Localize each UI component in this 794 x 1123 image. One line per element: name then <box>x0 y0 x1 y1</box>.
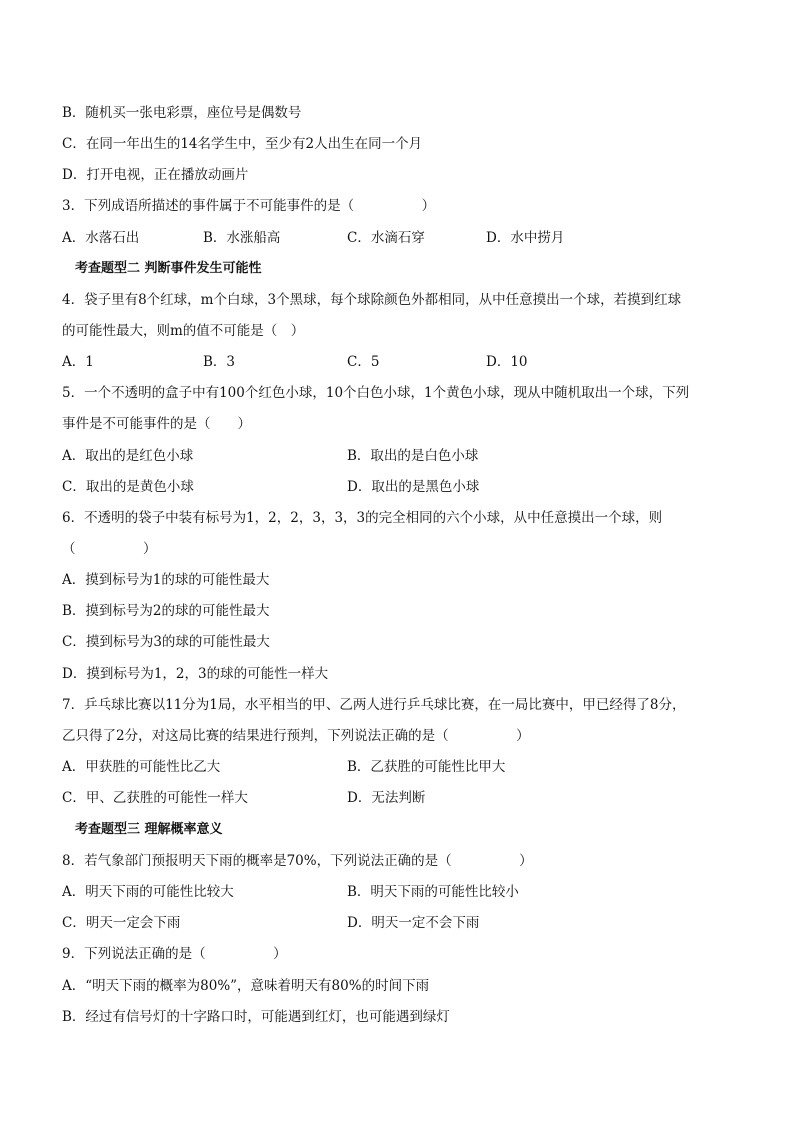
q6-option-a: A．摸到标号为1的球的可能性最大 <box>62 572 270 588</box>
q5-stem-line1: 5．一个不透明的盒子中有100个红色小球，10个白色小球，1个黄色小球，现从中随机取出一个球，下列 <box>62 385 690 401</box>
q4-option-a: A．1 <box>62 354 94 370</box>
q7-option-a: A．甲获胜的可能性比乙大 <box>62 759 221 775</box>
q2-option-b: B．随机买一张电彩票，座位号是偶数号 <box>62 105 302 121</box>
q7-option-d: D．无法判断 <box>347 790 426 806</box>
q5-option-b: B．取出的是白色小球 <box>347 448 479 464</box>
q3-options <box>62 229 752 247</box>
q8-option-a: A．明天下雨的可能性比较大 <box>62 884 234 900</box>
q5-option-d: D．取出的是黑色小球 <box>347 479 480 495</box>
q5-option-a: A．取出的是红色小球 <box>62 448 194 464</box>
q8-stem: 8．若气象部门预报明天下雨的概率是70%，下列说法正确的是（ ） <box>62 853 533 869</box>
q6-option-d: D．摸到标号为1，2，3的球的可能性一样大 <box>62 666 329 682</box>
q7-stem-line2: 乙只得了2分，对这局比赛的结果进行预判，下列说法正确的是（ ） <box>62 728 530 744</box>
q3-option-a: A．水落石出 <box>62 230 140 246</box>
q3-option-d: D．水中捞月 <box>486 230 565 246</box>
q7-stem-line1: 7．乒乓球比赛以11分为1局，水平相当的甲、乙两人进行乒乓球比赛，在一局比赛中，甲已经得了8分， <box>62 697 686 713</box>
section-heading-3: 考查题型三 理解概率意义 <box>75 822 223 837</box>
q6-stem-line2: （ ） <box>62 541 157 557</box>
q7-option-b: B．乙获胜的可能性比甲大 <box>347 759 506 775</box>
q4-options <box>62 353 752 371</box>
q3-option-b: B．水涨船高 <box>203 230 281 246</box>
q8-option-b: B．明天下雨的可能性比较小 <box>347 884 519 900</box>
section-heading-2: 考查题型二 判断事件发生可能性 <box>75 261 262 276</box>
q4-option-d: D．10 <box>486 354 528 370</box>
q4-stem-line1: 4．袋子里有8个红球，m个白球，3个黑球，每个球除颜色外都相同，从中任意摸出一个球，若摸到红球 <box>62 292 682 308</box>
q4-option-c: C．5 <box>347 354 380 370</box>
q5-stem-line2: 事件是不可能事件的是（ ） <box>62 416 251 432</box>
q5-options-row1 <box>62 447 752 465</box>
q5-options-row2 <box>62 478 752 496</box>
q9-stem: 9．下列说法正确的是（ ） <box>62 946 287 962</box>
q2-option-c: C．在同一年出生的14名学生中，至少有2人出生在同一个月 <box>62 136 423 152</box>
q8-option-c: C．明天一定会下雨 <box>62 915 181 931</box>
q6-stem-line1: 6．不透明的袋子中装有标号为1，2，2，3，3，3的完全相同的六个小球，从中任意摸出一个球，则 <box>62 510 663 526</box>
q7-options-row2 <box>62 789 752 807</box>
q8-option-d: D．明天一定不会下雨 <box>347 915 480 931</box>
q6-option-b: B．摸到标号为2的球的可能性最大 <box>62 603 270 619</box>
q5-option-c: C．取出的是黄色小球 <box>62 479 194 495</box>
q8-options-row2 <box>62 914 752 932</box>
q7-option-c: C．甲、乙获胜的可能性一样大 <box>62 790 248 806</box>
q4-option-b: B．3 <box>203 354 236 370</box>
q4-stem-line2: 的可能性最大，则m的值不可能是（ ） <box>62 323 305 339</box>
q7-options-row1 <box>62 758 752 776</box>
q8-options-row1 <box>62 883 752 901</box>
q6-option-c: C．摸到标号为3的球的可能性最大 <box>62 634 270 650</box>
q3-option-c: C．水滴石穿 <box>347 230 425 246</box>
q9-option-a: A．“明天下雨的概率为80%”，意味着明天有80%的时间下雨 <box>62 978 430 994</box>
q9-option-b: B．经过有信号灯的十字路口时，可能遇到红灯，也可能遇到绿灯 <box>62 1009 450 1025</box>
q3-stem: 3．下列成语所描述的事件属于不可能事件的是（ ） <box>62 198 436 214</box>
q2-option-d: D．打开电视，正在播放动画片 <box>62 167 249 183</box>
